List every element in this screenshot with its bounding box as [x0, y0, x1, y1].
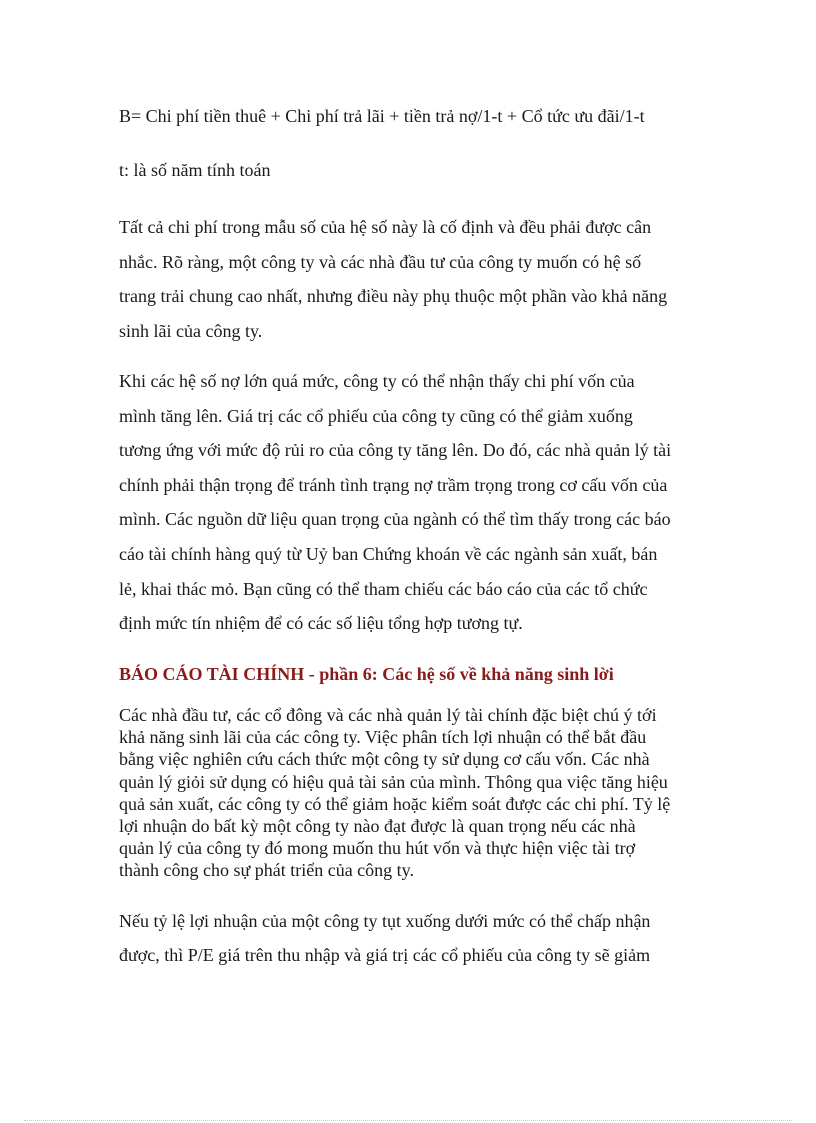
paragraph-profit-decline [119, 904, 699, 972]
section-heading: BÁO CÁO TÀI CHÍNH - phần 6: Các hệ số về khả năng sinh lời [119, 664, 614, 684]
text-line: lẻ, khai thác mỏ. Bạn cũng có thể tham chiếu các báo cáo của các tổ chức [119, 578, 648, 599]
text-line: thành công cho sự phát triển của công ty. [119, 860, 415, 881]
text-line: chính phải thận trọng để tránh tình trạng nợ trầm trọng trong cơ cấu vốn của [119, 474, 668, 495]
text-line: sinh lãi của công ty. [119, 320, 263, 341]
text-line: quả sản xuất, các công ty có thể giảm hoặc kiểm soát được các chi phí. Tỷ lệ [119, 793, 671, 814]
page-bottom-divider [24, 1120, 792, 1121]
paragraph-debt-ratios [119, 364, 699, 641]
text-line: quản lý giỏi sử dụng có hiệu quả tài sản của mình. Thông qua việc tăng hiệu [119, 771, 668, 792]
paragraph-profitability [119, 704, 699, 882]
text-line: khả năng sinh lãi của các công ty. Việc phân tích lợi nhuận có thể bắt đầu [119, 727, 647, 748]
text-line: định mức tín nhiệm để có các số liệu tổng hợp tương tự. [119, 613, 523, 634]
text-line: Các nhà đầu tư, các cổ đông và các nhà quản lý tài chính đặc biệt chú ý tới [119, 705, 657, 725]
text-line: cáo tài chính hàng quý từ Uỷ ban Chứng khoán về các ngành sản xuất, bán [119, 543, 658, 564]
text-line: quản lý của công ty đó mong muốn thu hút vốn và thực hiện việc tài trợ [119, 838, 636, 859]
text-line: lợi nhuận do bất kỳ một công ty nào đạt được là quan trọng nếu các nhà [119, 816, 636, 837]
text-line: Nếu tỷ lệ lợi nhuận của một công ty tụt xuống dưới mức có thể chấp nhận [119, 911, 651, 931]
text-line: được, thì P/E giá trên thu nhập và giá trị các cổ phiếu của công ty sẽ giảm [119, 945, 651, 965]
text-line: trang trải chung cao nhất, nhưng điều này phụ thuộc một phần vào khả năng [119, 286, 668, 307]
text-line: nhắc. Rõ ràng, một công ty và các nhà đầu tư của công ty muốn có hệ số [119, 251, 642, 272]
text-line: tương ứng với mức độ rủi ro của công ty tăng lên. Do đó, các nhà quản lý tài [119, 440, 672, 461]
t-definition: t: là số năm tính toán [119, 160, 271, 180]
text-line: Tất cả chi phí trong mẫu số của hệ số này là cố định và đều phải được cân [119, 217, 652, 237]
paragraph-fixed-costs [119, 210, 699, 348]
formula-line: B= Chi phí tiền thuê + Chi phí trả lãi + tiền trả nợ/1-t + Cổ tức ưu đãi/1-t [119, 106, 645, 126]
text-line: mình. Các nguồn dữ liệu quan trọng của ngành có thể tìm thấy trong các báo [119, 509, 671, 530]
text-line: bằng việc nghiên cứu cách thức một công ty sử dụng cơ cấu vốn. Các nhà [119, 749, 650, 770]
text-line: Khi các hệ số nợ lớn quá mức, công ty có thể nhận thấy chi phí vốn của [119, 371, 635, 391]
text-line: mình tăng lên. Giá trị các cổ phiếu của công ty cũng có thể giảm xuống [119, 405, 633, 426]
